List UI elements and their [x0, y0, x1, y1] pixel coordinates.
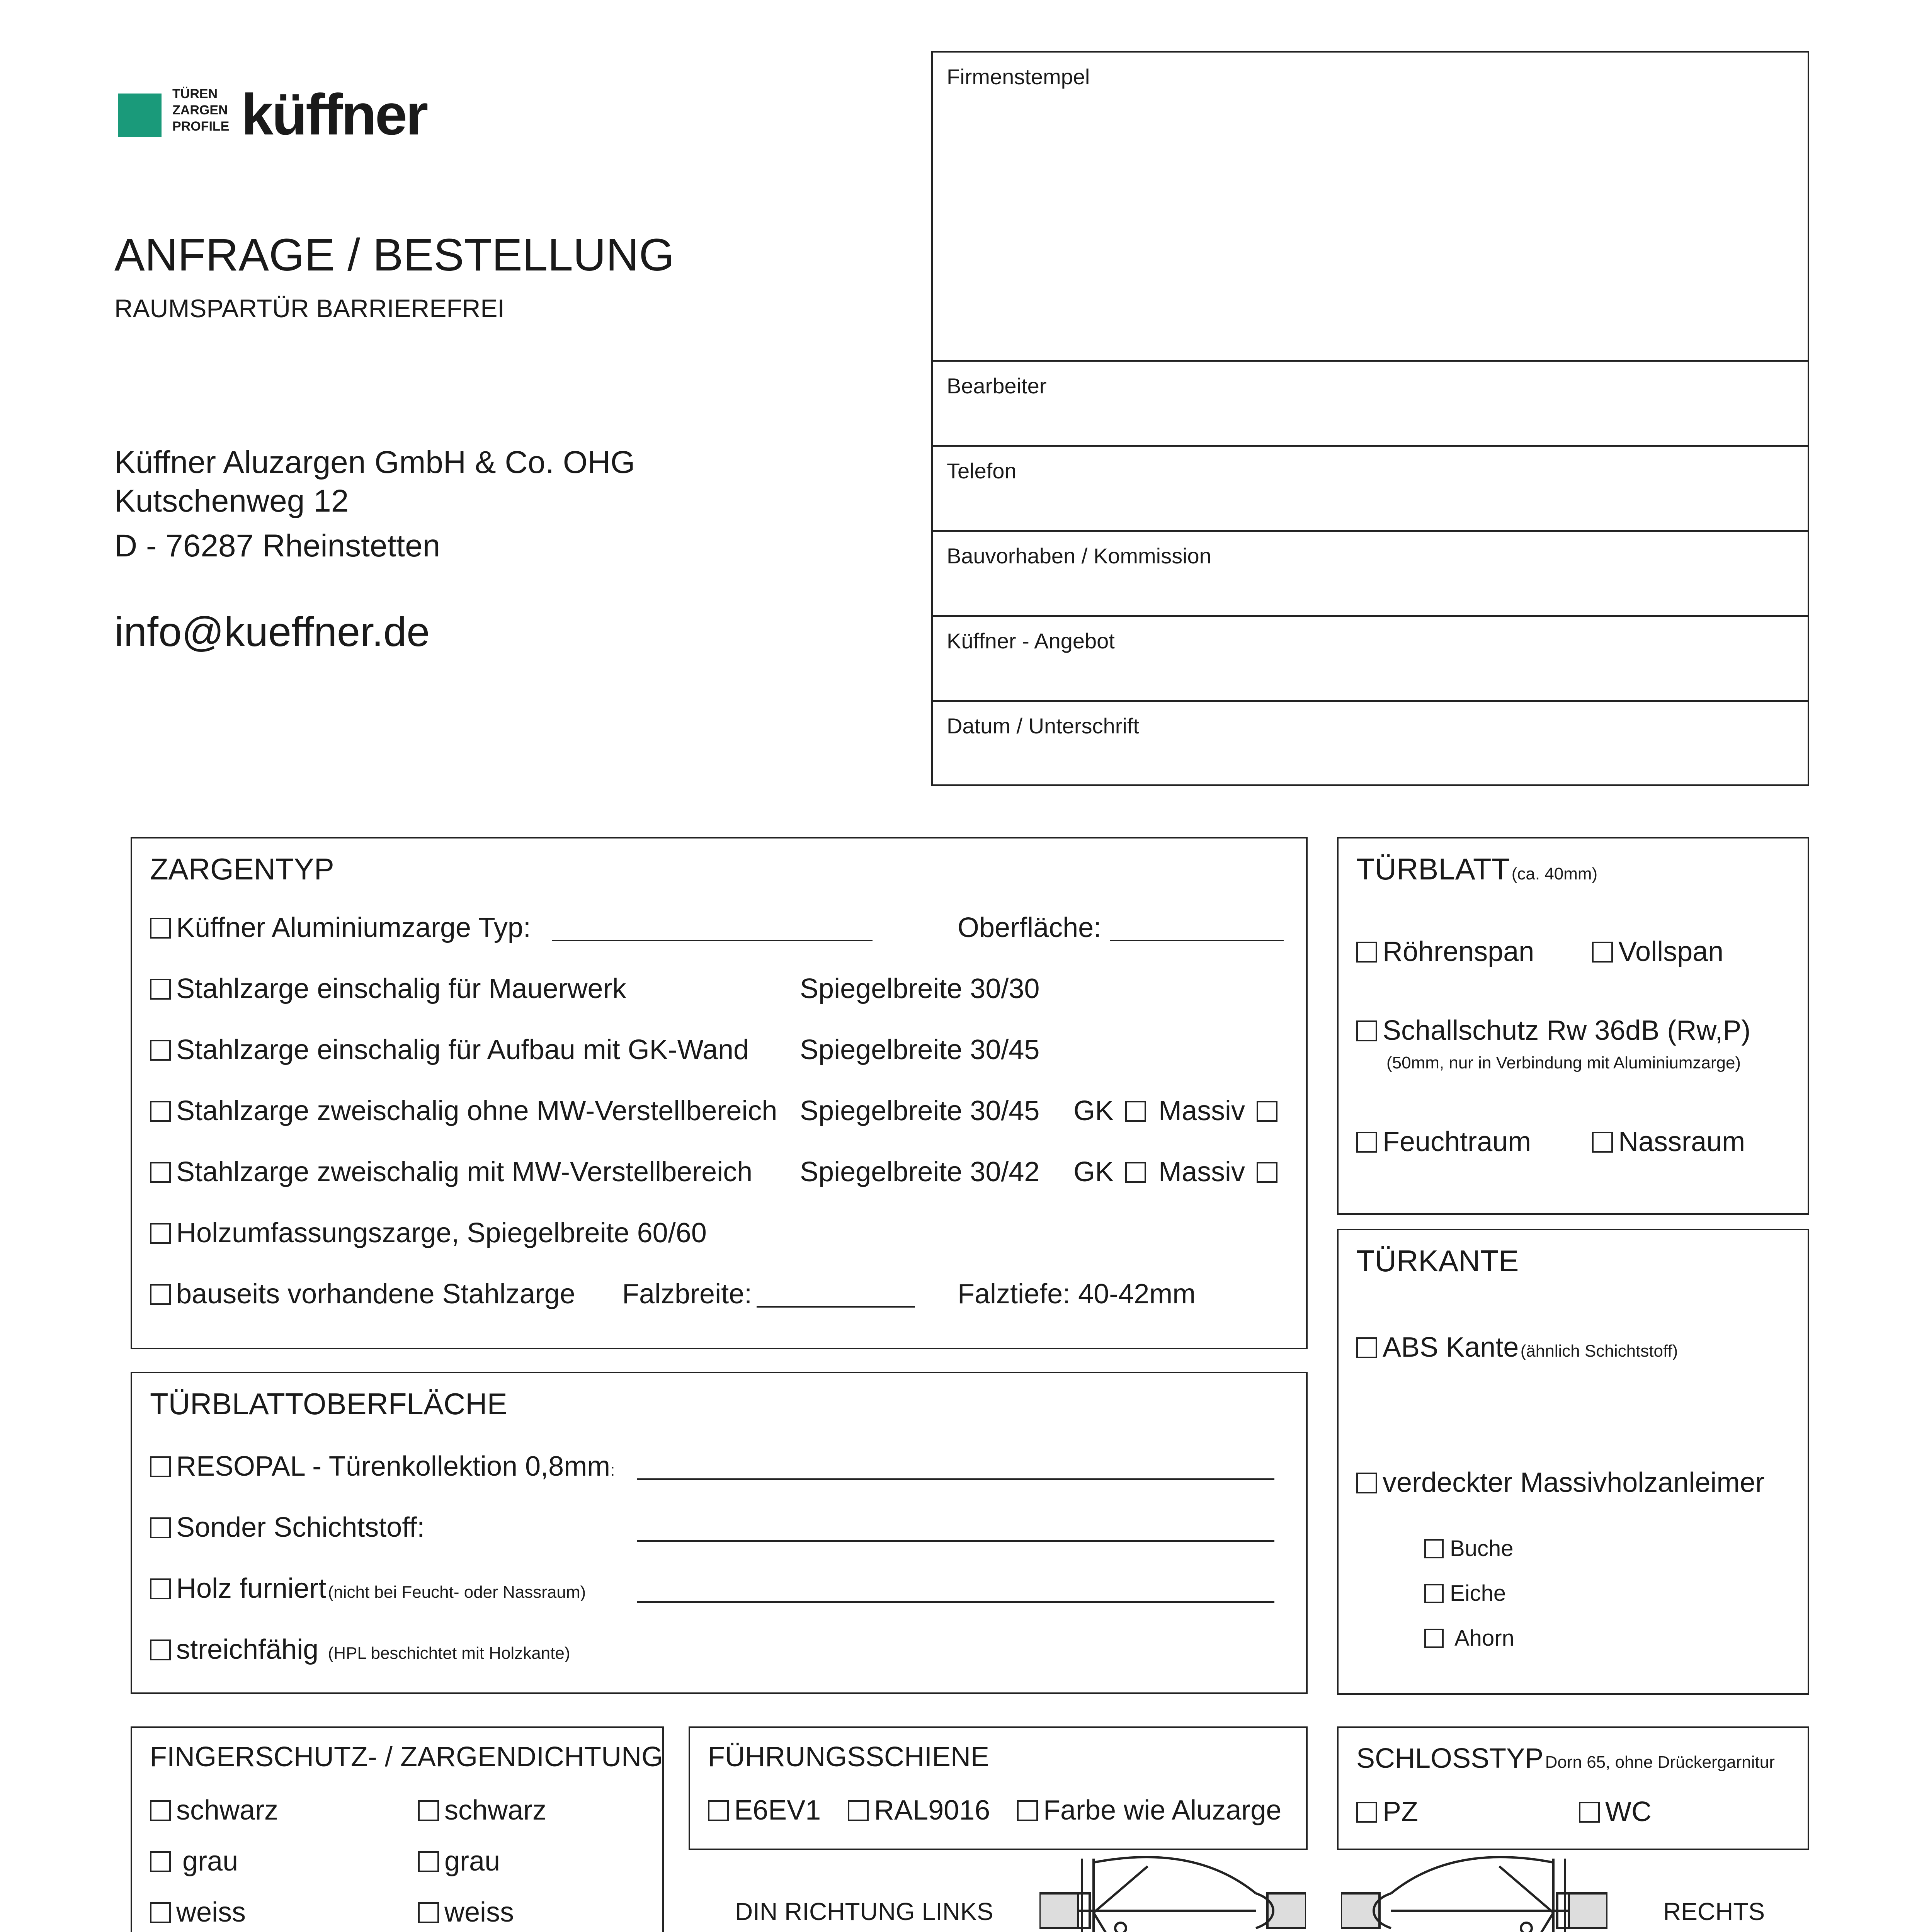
schallschutz-note: (50mm, nur in Verbindung mit Aluminiumzarge) [1386, 1053, 1741, 1072]
logo-square [118, 94, 162, 137]
logo-line3: PROFILE [172, 119, 230, 134]
holz-input-line[interactable] [637, 1601, 1274, 1603]
tuerblatt-option-vollspan[interactable]: Vollspan [1592, 936, 1723, 968]
checkbox[interactable] [150, 1800, 171, 1821]
din-links-diagram [1039, 1851, 1306, 1932]
falztiefe-label: Falztiefe: 40-42mm [958, 1279, 1196, 1310]
schloss-title: SCHLOSSTYP Dorn 65, ohne Drückergarnitur [1356, 1743, 1775, 1774]
label-bearbeiter: Bearbeiter [947, 374, 1047, 398]
zarge-option-zweischalig-mit[interactable]: Stahlzarge zweischalig mit MW-Verstellbereich [150, 1156, 752, 1188]
checkbox[interactable] [150, 1223, 171, 1244]
holz-option-eiche[interactable]: Eiche [1424, 1580, 1506, 1606]
finger-a-weiss[interactable]: weiss [150, 1896, 246, 1928]
tuerkante-section [1337, 1229, 1809, 1695]
falzbreite-label: Falzbreite: [622, 1279, 752, 1310]
spiegel-zweischalig-mit: Spiegelbreite 30/42 [800, 1156, 1040, 1187]
massiv-option-1[interactable]: Massiv [1158, 1095, 1283, 1127]
zargentyp-section [131, 837, 1308, 1349]
fingerschutz-section [131, 1726, 664, 1932]
checkbox[interactable] [418, 1851, 439, 1872]
checkbox[interactable] [418, 1800, 439, 1821]
gk-option-1[interactable]: GK [1073, 1095, 1152, 1127]
checkbox[interactable] [1356, 1473, 1377, 1493]
zarge-option-bauseits[interactable]: bauseits vorhandene Stahlzarge [150, 1278, 575, 1310]
field-bauvorhaben[interactable] [933, 532, 1808, 617]
checkbox[interactable] [1356, 942, 1377, 963]
fuehrung-option-e6ev1[interactable]: E6EV1 [708, 1794, 821, 1826]
zarge-option-zweischalig-ohne[interactable]: Stahlzarge zweischalig ohne MW-Verstellbereich [150, 1095, 777, 1127]
label-angebot: Küffner - Angebot [947, 629, 1115, 653]
kante-option-massivholz[interactable]: verdeckter Massivholzanleimer [1356, 1467, 1764, 1498]
checkbox[interactable] [150, 1284, 171, 1305]
gk-option-2[interactable]: GK [1073, 1156, 1152, 1188]
oberflaeche-title: TÜRBLATTOBERFLÄCHE [150, 1387, 507, 1421]
din-rechts-diagram [1341, 1851, 1607, 1932]
page-subtitle: RAUMSPARTÜR BARRIEREFREI [114, 294, 505, 323]
fuehrung-option-farbe[interactable]: Farbe wie Aluzarge [1017, 1794, 1281, 1826]
address-city: D - 76287 Rheinstetten [114, 528, 441, 563]
logo-line2: ZARGEN [172, 103, 228, 117]
finger-b-schwarz[interactable]: schwarz [418, 1794, 546, 1826]
address-company: Küffner Aluzargen GmbH & Co. OHG [114, 445, 635, 480]
fuehrung-option-ral9016[interactable]: RAL9016 [848, 1794, 990, 1826]
checkbox[interactable] [150, 1851, 171, 1872]
oberflaeche-option-resopal[interactable]: RESOPAL - Türenkollektion 0,8mm: [150, 1451, 615, 1482]
checkbox[interactable] [1356, 1132, 1377, 1153]
kante-option-abs[interactable]: ABS Kante (ähnlich Schichtstoff) [1356, 1332, 1678, 1363]
finger-a-grau[interactable]: grau [150, 1845, 238, 1877]
schloss-option-pz[interactable]: PZ [1356, 1796, 1418, 1828]
checkbox[interactable] [1579, 1802, 1600, 1823]
tuerblatt-option-nassraum[interactable]: Nassraum [1592, 1126, 1745, 1158]
spiegel-gk-wand: Spiegelbreite 30/45 [800, 1034, 1040, 1065]
tuerblatt-title: TÜRBLATT (ca. 40mm) [1356, 852, 1598, 886]
massiv-option-2[interactable]: Massiv [1158, 1156, 1283, 1188]
holz-option-buche[interactable]: Buche [1424, 1536, 1513, 1561]
field-bearbeiter[interactable] [933, 362, 1808, 447]
tuerkante-title: TÜRKANTE [1356, 1244, 1519, 1278]
spiegel-zweischalig-ohne: Spiegelbreite 30/45 [800, 1095, 1040, 1126]
field-datum[interactable] [933, 702, 1808, 784]
logo-line1: TÜREN [172, 87, 218, 101]
oberflaeche-section [131, 1372, 1308, 1694]
oberflaeche-option-holz[interactable]: Holz furniert (nicht bei Feucht- oder Nassraum) [150, 1573, 586, 1604]
checkbox[interactable] [150, 1162, 171, 1183]
logo [118, 82, 466, 147]
fuehrung-section [689, 1726, 1308, 1850]
oberflaeche-label: Oberfläche: [958, 912, 1102, 943]
label-datum: Datum / Unterschrift [947, 714, 1139, 738]
din-right-label: RECHTS [1663, 1898, 1765, 1925]
label-telefon: Telefon [947, 459, 1017, 483]
checkbox[interactable] [1424, 1539, 1444, 1558]
zarge-option-holz[interactable]: Holzumfassungszarge, Spiegelbreite 60/60 [150, 1217, 707, 1249]
checkbox[interactable] [150, 1902, 171, 1923]
oberflaeche-option-sonder[interactable]: Sonder Schichtstoff: [150, 1512, 425, 1543]
falzbreite-input-line[interactable] [757, 1306, 915, 1308]
tuerblatt-section [1337, 837, 1809, 1215]
finger-b-weiss[interactable]: weiss [418, 1896, 514, 1928]
checkbox[interactable] [150, 1101, 171, 1122]
field-angebot[interactable] [933, 617, 1808, 702]
page-title: ANFRAGE / BESTELLUNG [114, 230, 675, 281]
checkbox[interactable] [150, 1040, 171, 1061]
checkbox[interactable] [1356, 1337, 1377, 1358]
checkbox[interactable] [418, 1902, 439, 1923]
zarge-option-gk-wand[interactable]: Stahlzarge einschalig für Aufbau mit GK-Wand [150, 1034, 749, 1066]
checkbox[interactable] [708, 1800, 729, 1821]
checkbox[interactable] [1017, 1800, 1038, 1821]
checkbox[interactable] [1125, 1101, 1146, 1122]
oberflaeche-input-line[interactable] [1110, 940, 1284, 941]
checkbox[interactable] [1424, 1629, 1444, 1648]
checkbox[interactable] [150, 979, 171, 1000]
oberflaeche-option-streichfaehig[interactable]: streichfähig (HPL beschichtet mit Holzkante) [150, 1634, 570, 1665]
checkbox[interactable] [150, 1456, 171, 1477]
header-fields-box [931, 51, 1809, 786]
holz-option-ahorn[interactable]: Ahorn [1424, 1625, 1514, 1651]
checkbox[interactable] [150, 1639, 171, 1660]
checkbox[interactable] [1592, 942, 1613, 963]
checkbox[interactable] [1257, 1162, 1277, 1183]
fuehrung-title: FÜHRUNGSSCHIENE [708, 1742, 990, 1772]
resopal-input-line[interactable] [637, 1478, 1274, 1480]
schloss-option-wc[interactable]: WC [1579, 1796, 1652, 1828]
address-email: info@kueffner.de [114, 608, 430, 655]
checkbox[interactable] [1125, 1162, 1146, 1183]
checkbox[interactable] [150, 1517, 171, 1538]
logo-brand: küffner [241, 82, 427, 147]
label-bauvorhaben: Bauvorhaben / Kommission [947, 544, 1211, 568]
checkbox[interactable] [1356, 1020, 1377, 1041]
fingerschutz-title: FINGERSCHUTZ- / ZARGENDICHTUNG [150, 1742, 663, 1772]
label-firmenstempel: Firmenstempel [947, 65, 1090, 89]
zarge-option-mauerwerk[interactable]: Stahlzarge einschalig für Mauerwerk [150, 973, 626, 1005]
zarge-option-aluminium[interactable]: Küffner Aluminiumzarge Typ: [150, 912, 531, 944]
checkbox[interactable] [1592, 1132, 1613, 1153]
tuerblatt-option-roehrenspan[interactable]: Röhrenspan [1356, 936, 1534, 968]
checkbox[interactable] [150, 918, 171, 939]
din-left-label: DIN RICHTUNG LINKS [735, 1898, 993, 1925]
tuerblatt-option-schallschutz[interactable]: Schallschutz Rw 36dB (Rw,P) [1356, 1015, 1750, 1046]
checkbox[interactable] [150, 1578, 171, 1599]
sonder-input-line[interactable] [637, 1540, 1274, 1542]
address-street: Kutschenweg 12 [114, 483, 349, 519]
checkbox[interactable] [1356, 1802, 1377, 1823]
field-telefon[interactable] [933, 447, 1808, 532]
typ-input-line[interactable] [552, 940, 873, 941]
spiegel-mauerwerk: Spiegelbreite 30/30 [800, 973, 1040, 1004]
checkbox[interactable] [848, 1800, 869, 1821]
field-firmenstempel[interactable] [933, 53, 1808, 362]
zargentyp-title: ZARGENTYP [150, 852, 334, 886]
tuerblatt-option-feuchtraum[interactable]: Feuchtraum [1356, 1126, 1531, 1158]
checkbox[interactable] [1257, 1101, 1277, 1122]
finger-b-grau[interactable]: grau [418, 1845, 500, 1877]
checkbox[interactable] [1424, 1584, 1444, 1603]
schloss-section [1337, 1726, 1809, 1850]
finger-a-schwarz[interactable]: schwarz [150, 1794, 278, 1826]
